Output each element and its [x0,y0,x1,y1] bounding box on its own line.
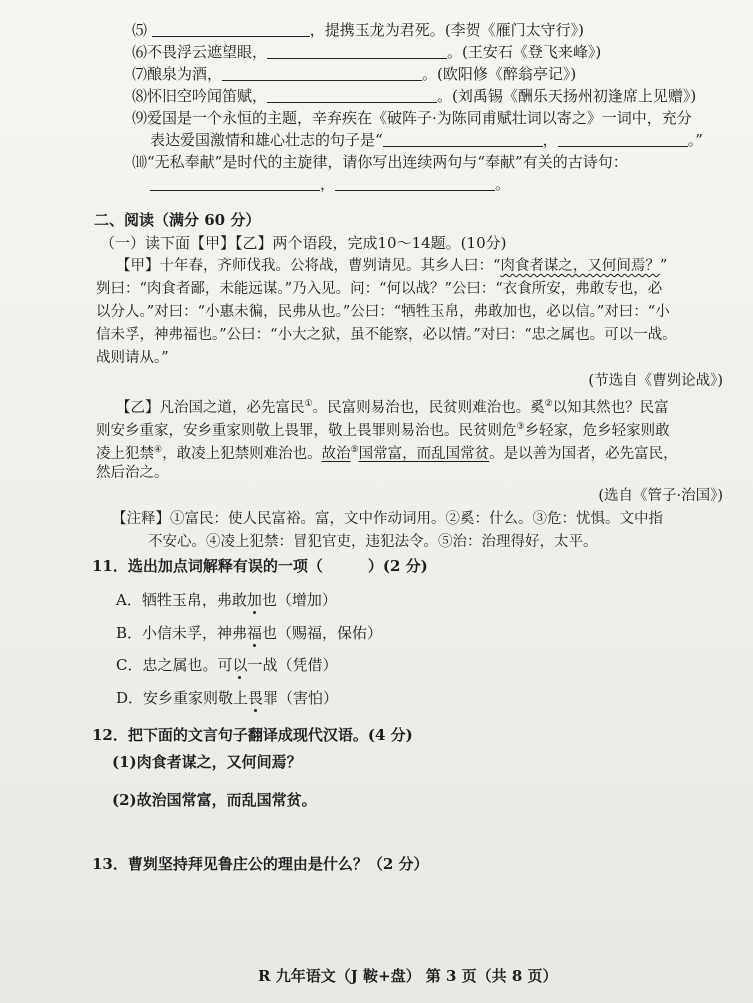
question-11: 11．选出加点词解释有误的一项（ ）(2 分) [92,557,428,575]
yi-line-4: 然后治之。 [96,465,169,481]
poem-7: ⑺酿泉为酒， 。(欧阳修《醉翁亭记》) [132,65,577,83]
answer-blank[interactable] [383,132,543,147]
option-c[interactable]: C．忠之属也。可以一战（凭借） [116,656,338,674]
answer-blank[interactable] [152,22,310,37]
option-b[interactable]: B．小信未孚，神弗福也（赐福，保佑） [116,624,383,642]
poem-6: ⑹不畏浮云遮望眼， 。(王安石《登飞来峰》) [132,43,602,61]
notes-line-1: 【注释】①富民：使人民富裕。富，文中作动词用。②奚：什么。③危：忧惧。文中指 [112,511,663,527]
jia-line-1: 【甲】十年春，齐师伐我。公将战，曹刿请见。其乡人曰：“肉食者谋之，又何间焉？” [116,258,668,274]
jia-line-2: 刿曰：“肉食者鄙，未能远谋。”乃入见。问：“何以战？”公曰：“衣食所安，弗敢专也，必 [96,281,663,297]
poem-8: ⑻怀旧空吟闻笛赋， 。(刘禹锡《酬乐天扬州初逢席上见赠》) [132,87,697,105]
question-9-line2: 表达爱国激情和雄心壮志的句子是“ ， 。” [150,131,703,149]
answer-blank[interactable] [222,66,422,81]
page-footer: R 九年语文（J 鞍+盘） 第 3 页（共 8 页） [258,967,558,985]
yi-line-2: 则安乡重家，安乡重家则敬上畏罪，敬上畏罪则易治也。民贫则危③乡轻家，危乡轻家则敢 [96,422,670,439]
yi-line-1: 【乙】凡治国之道，必先富民①。民富则易治也，民贫则难治也。奚②以知其然也？民富 [116,399,669,416]
answer-blank[interactable] [150,176,320,191]
question-10-line1: ⑽“无私奉献”是时代的主旋律，请你写出连续两句与“奉献”有关的古诗句： [132,153,628,171]
answer-blank[interactable] [267,44,447,59]
section-title: 二、阅读（满分 60 分） [94,211,261,229]
question-12: 12．把下面的文言句子翻译成现代汉语。(4 分) [92,726,413,744]
jia-line-5: 战则请从。” [96,350,169,366]
question-10-line2: ， 。 [150,174,510,194]
jia-line-4: 信未孚，神弗福也。”公曰：“小大之狱，虽不能察，必以情。”对曰：“忠之属也。可以一战。 [96,327,677,343]
poem-5: ⑸ ，提携玉龙为君死。(李贺《雁门太守行》) [132,21,585,39]
question-12-sentence-2: (2)故治国常富，而乱国常贫。 [112,791,317,809]
question-12-sentence-1: (1)肉食者谋之，又何间焉？ [112,753,302,771]
option-a[interactable]: A．牺牲玉帛，弗敢加也（增加） [116,591,337,609]
yi-line-3: 凌上犯禁④，敢凌上犯禁则难治也。故治⑤国常富，而乱国常贫。是以善为国者，必先富民， [96,445,678,462]
notes-line-2: 不安心。④凌上犯禁：冒犯官吏，违犯法令。⑤治：治理得好，太平。 [148,534,598,550]
option-d[interactable]: D．安乡重家则敬上畏罪（害怕） [116,689,339,707]
yi-source: (选自《管子·治国》) [598,488,723,504]
answer-blank[interactable] [267,88,437,103]
jia-source: (节选自《曹刿论战》) [588,373,723,389]
answer-blank[interactable] [558,132,688,147]
answer-blank[interactable] [335,176,495,191]
question-9-line1: ⑼爱国是一个永恒的主题，辛弃疾在《破阵子·为陈同甫赋壮词以寄之》一词中，充分 [132,109,692,127]
jia-line-3: 以分人。”对曰：“小惠未徧，民弗从也。”公曰：“牺牲玉帛，弗敢加也，必以信。”对曰：“小 [96,304,670,320]
part-instruction: （一）读下面【甲】【乙】两个语段，完成10～14题。(10分) [100,234,507,252]
question-13: 13．曹刿坚持拜见鲁庄公的理由是什么？（2 分） [92,855,429,873]
